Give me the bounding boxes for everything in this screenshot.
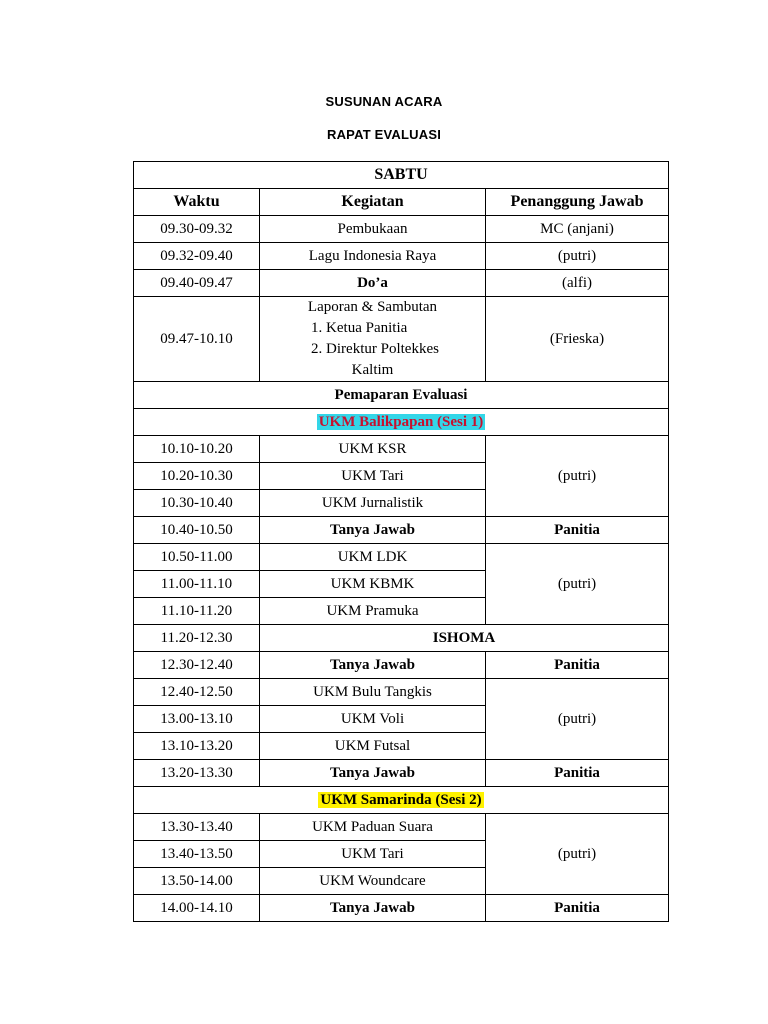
col-kegiatan: Kegiatan: [260, 189, 486, 216]
table-row: [134, 625, 669, 652]
time-cell: 10.30-10.40: [134, 490, 260, 517]
table-row: [134, 297, 669, 382]
table-row: [134, 243, 669, 270]
speaker-list: [306, 318, 439, 360]
time-cell: 13.40-13.50: [134, 841, 260, 868]
time-cell: 10.20-10.30: [134, 463, 260, 490]
activity-cell: UKM Paduan Suara: [260, 814, 486, 841]
time-cell: 12.30-12.40: [134, 652, 260, 679]
table-row: [134, 760, 669, 787]
time-cell: 11.00-11.10: [134, 571, 260, 598]
table-row: [134, 895, 669, 922]
pic-cell: Panitia: [486, 760, 669, 787]
section-row: [134, 787, 669, 814]
activity-cell: UKM Tari: [260, 841, 486, 868]
day-row: [134, 162, 669, 189]
laporan-title: Laporan & Sambutan: [307, 299, 438, 315]
time-cell: 10.50-11.00: [134, 544, 260, 571]
activity-cell: UKM Tari: [260, 463, 486, 490]
activity-cell: Tanya Jawab: [260, 760, 486, 787]
section-samarinda-highlight: UKM Samarinda (Sesi 2): [320, 792, 482, 808]
document-title: SUSUNAN ACARA: [325, 94, 443, 109]
table-row: [134, 436, 669, 463]
time-cell: 10.40-10.50: [134, 517, 260, 544]
pic-cell: (alfi): [486, 270, 669, 297]
activity-cell: UKM LDK: [260, 544, 486, 571]
pic-cell: (Frieska): [486, 297, 669, 382]
time-cell: 12.40-12.50: [134, 679, 260, 706]
activity-cell: Lagu Indonesia Raya: [260, 243, 486, 270]
col-penanggung-jawab: Penanggung Jawab: [486, 189, 669, 216]
ishoma-cell: ISHOMA: [260, 625, 669, 652]
activity-cell: UKM KBMK: [260, 571, 486, 598]
activity-cell: UKM Voli: [260, 706, 486, 733]
pic-cell: (putri): [486, 679, 669, 760]
activity-cell: Pembukaan: [260, 216, 486, 243]
table-row: [134, 216, 669, 243]
section-balikpapan-cell: [134, 409, 669, 436]
activity-cell: UKM Futsal: [260, 733, 486, 760]
activity-cell: Tanya Jawab: [260, 517, 486, 544]
time-cell: 13.50-14.00: [134, 868, 260, 895]
pic-cell: Panitia: [486, 517, 669, 544]
pic-cell: MC (anjani): [486, 216, 669, 243]
column-header-row: [134, 189, 669, 216]
activity-cell: Tanya Jawab: [260, 652, 486, 679]
pic-cell: Panitia: [486, 652, 669, 679]
document-subtitle: RAPAT EVALUASI: [326, 127, 442, 142]
time-cell: 09.30-09.32: [134, 216, 260, 243]
section-row: [134, 409, 669, 436]
col-waktu: Waktu: [134, 189, 260, 216]
pic-cell: (putri): [486, 436, 669, 517]
day-header: SABTU: [134, 162, 669, 189]
table-row: [134, 814, 669, 841]
table-row: [134, 544, 669, 571]
table-row: [134, 652, 669, 679]
time-cell: 13.00-13.10: [134, 706, 260, 733]
activity-cell: UKM Jurnalistik: [260, 490, 486, 517]
time-cell: 11.20-12.30: [134, 625, 260, 652]
activity-cell: UKM Pramuka: [260, 598, 486, 625]
time-cell: 09.40-09.47: [134, 270, 260, 297]
pic-cell: (putri): [486, 243, 669, 270]
pic-cell: (putri): [486, 544, 669, 625]
table-row: [134, 270, 669, 297]
list-item: 2. Direktur Poltekkes: [326, 339, 439, 360]
activity-cell: UKM KSR: [260, 436, 486, 463]
schedule-table: [133, 161, 669, 922]
activity-cell: UKM Bulu Tangkis: [260, 679, 486, 706]
section-balikpapan-highlight: UKM Balikpapan (Sesi 1): [318, 414, 484, 430]
activity-cell: Tanya Jawab: [260, 895, 486, 922]
pic-cell: Panitia: [486, 895, 669, 922]
activity-cell: UKM Woundcare: [260, 868, 486, 895]
section-samarinda-cell: [134, 787, 669, 814]
time-cell: 13.30-13.40: [134, 814, 260, 841]
list-item-continuation: Kaltim: [351, 362, 394, 378]
time-cell: 09.47-10.10: [134, 297, 260, 382]
list-item: 1. Ketua Panitia: [326, 318, 439, 339]
time-cell: 09.32-09.40: [134, 243, 260, 270]
time-cell: 13.20-13.30: [134, 760, 260, 787]
time-cell: 11.10-11.20: [134, 598, 260, 625]
section-row: [134, 382, 669, 409]
table-row: [134, 679, 669, 706]
time-cell: 13.10-13.20: [134, 733, 260, 760]
time-cell: 14.00-14.10: [134, 895, 260, 922]
table-row: [134, 517, 669, 544]
section-pemaparan: Pemaparan Evaluasi: [134, 382, 669, 409]
activity-cell: Do’a: [260, 270, 486, 297]
laporan-block: [306, 297, 439, 381]
pic-cell: (putri): [486, 814, 669, 895]
activity-cell: [260, 297, 486, 382]
time-cell: 10.10-10.20: [134, 436, 260, 463]
